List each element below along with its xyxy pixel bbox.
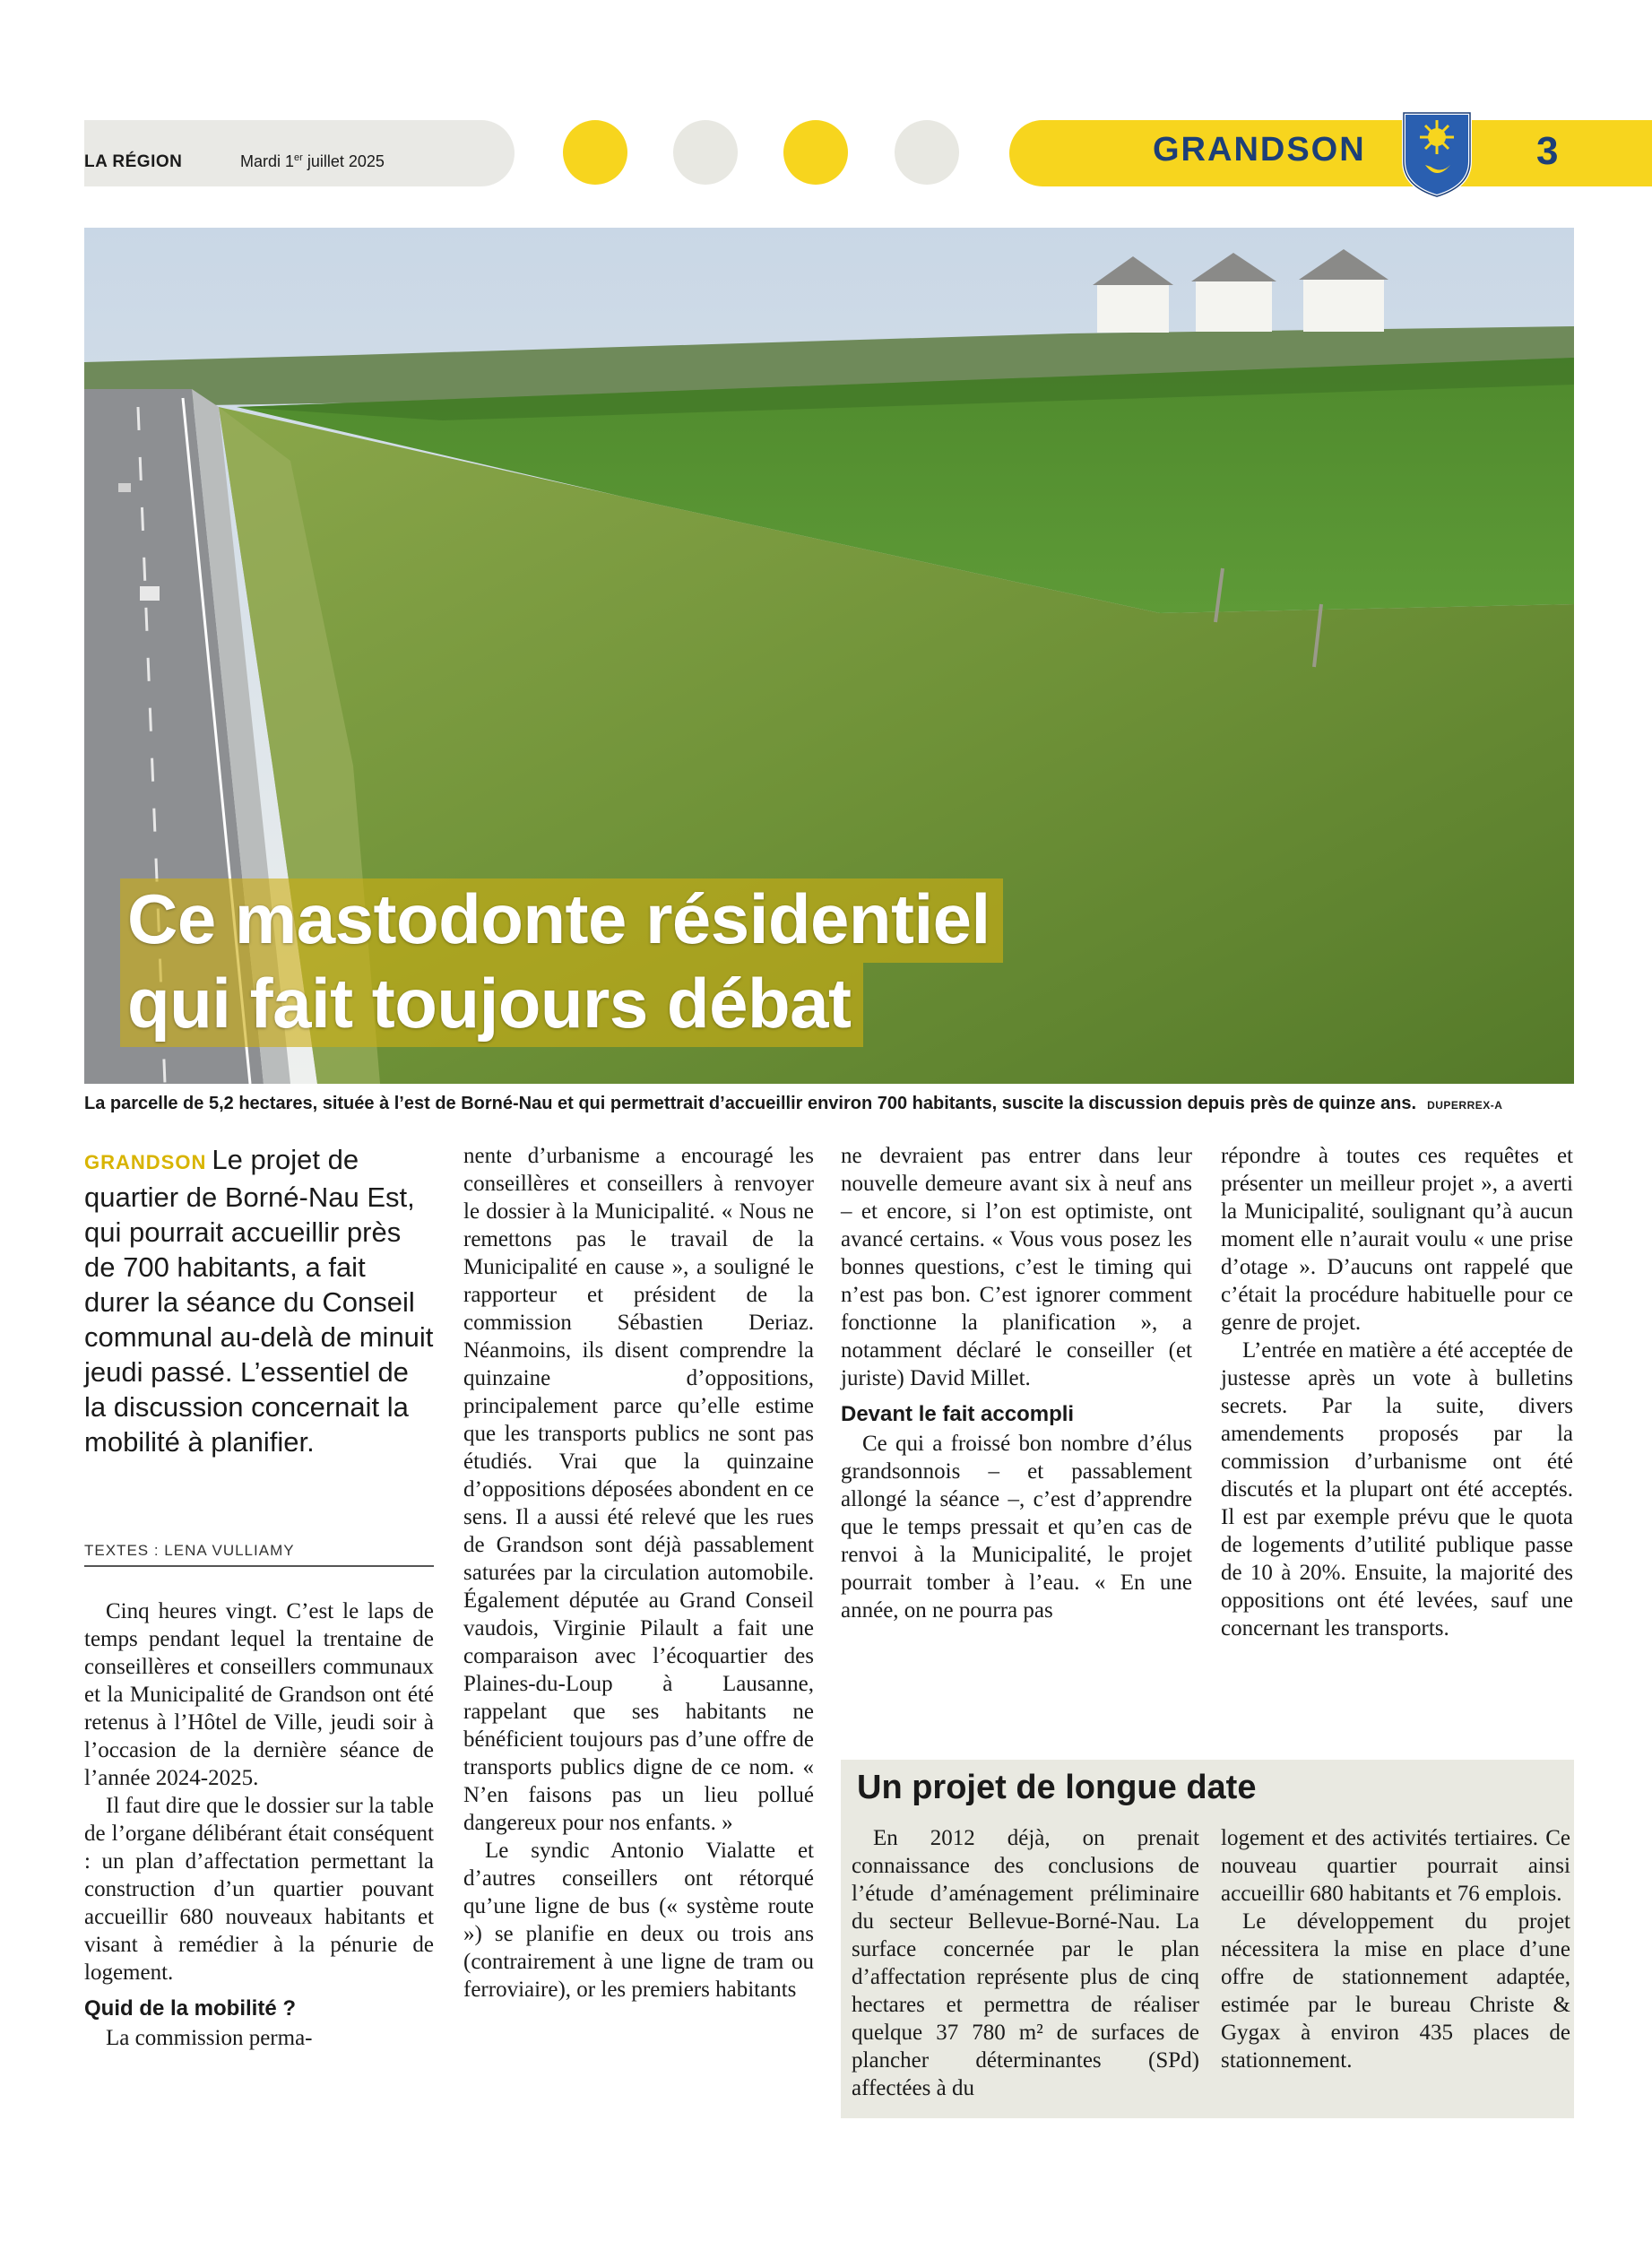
section-town: GRANDSON (1153, 131, 1366, 169)
house (1093, 249, 1388, 333)
lead-paragraph: GRANDSON Le projet de quartier de Borné-Nau Est, qui pourrait accueillir près de 700 habitants, a fait durer la séance du Conseil communal au-delà de minuit jeudi passé. L’essentiel de la discussion concernait la mobilité à planifier. (84, 1144, 434, 1458)
photo-credit: DUPERREX-A (1427, 1099, 1503, 1112)
headline-line-1: Ce mastodonte résidentiel (120, 878, 1003, 963)
header-left-band (84, 120, 515, 186)
header-dot (673, 120, 738, 185)
lead-kicker: GRANDSON (84, 1151, 207, 1173)
article-column-4 (1221, 1142, 1573, 1642)
headline (120, 878, 1003, 1047)
headline-line-2: qui fait toujours débat (120, 963, 863, 1047)
paragraph: répondre à toutes ces requêtes et présenter un meilleur projet », a averti la Municipalité, soulignant qu’à aucun moment elle n’aurait voulu « une prise d’otage ». D’aucuns ont rappelé que c’était la procédure habituelle pour ce genre de projet. (1221, 1144, 1573, 1335)
grandson-crest-icon (1400, 109, 1474, 199)
subheading: Quid de la mobilité ? (84, 1996, 297, 2021)
box-title: Un projet de longue date (857, 1769, 1257, 1806)
paragraph: logement et des activités tertiaires. Ce nouveau quartier pourrait ainsi accueillir 680 habitants et 76 emplois. (1221, 1826, 1570, 1906)
paragraph: nente d’urbanisme a encouragé les conseillères et conseillers à renvoyer le dossier à la Municipalité. « Nous ne remettons pas le travail de la Municipalité en cause », a souligné le rapporteur et président de la commission Sébastien Deriaz. Néanmoins, ils disent comprendre la quinzaine d’oppositions, principalement parce qu’elle estime que les transports publics ne sont pas étudiés. Vrai que la quinzaine d’oppositions déposées abondent en ce sens. Il a aussi été relevé que les rues de Grandson sont déjà passablement saturées par la circulation automobile. Également députée au Grand Conseil vaudois, Virginie Pilault a fait une comparaison avec l’écoquartier des Plaines-du-Loup à Lausanne, rappelant que ses habitants ne bénéficient toujours pas d’une offre de transports publics digne de ce nom. « N’en faisons pas un lieu pollué dangereux pour nos enfants. » (463, 1144, 814, 1835)
byline: TEXTES : LENA VULLIAMY (84, 1542, 434, 1567)
paragraph: Il faut dire que le dossier sur la table de l’organe délibérant était conséquent : un plan d’affectation permettant la construction d’un quartier pouvant accueillir 680 nouveaux habitants et visant à remédier à la pénurie de logement. (84, 1794, 434, 1985)
subheading: Devant le fait accompli (841, 1402, 1075, 1426)
car (118, 483, 131, 492)
paragraph: En 2012 déjà, on prenait connaissance des conclusions de l’étude d’aménagement préliminaire du secteur Bellevue-Borné-Nau. La surface concernée par le plan d’affectation représente plus de cinq hectares et permettra de réaliser quelque 37 780 m² de surfaces de plancher déterminantes (SPd) affectées à du (852, 1826, 1199, 2100)
box-column-1 (852, 1824, 1199, 2102)
header-right-band (1009, 120, 1652, 186)
paragraph: ne devraient pas entrer dans leur nouvelle demeure avant six à neuf ans – et encore, si l’on est optimiste, ont avancé certains. « Vous vous posez les bonnes questions, c’est le timing qui n’est pas bon. C’est ignorer comment fonctionne la planification », a notamment déclaré le conseiller (et juriste) David Millet. (841, 1144, 1192, 1390)
paragraph: Le développement du projet nécessitera la mise en place d’une offre de stationnement adaptée, estimée par le bureau Christe & Gygax à environ 435 places de stationnement. (1221, 1909, 1570, 2073)
article-column-3 (841, 1142, 1192, 1624)
page-number: 3 (1536, 129, 1559, 173)
paragraph: Le syndic Antonio Vialatte et d’autres conseillers ont rétorqué qu’une ligne de bus (« système route ») se planifie en deux ou trois ans (contrairement à une ligne de tram ou ferroviaire), or les premiers habitants (463, 1839, 814, 2002)
article-column-1 (84, 1597, 434, 2052)
header-dot (895, 120, 959, 185)
paragraph: L’entrée en matière a été acceptée de justesse après un vote à bulletins secrets. Par la suite, divers amendements proposés par la commission d’urbanisme ont été discutés et la plupart ont été acceptés. Il est par exemple prévu que le quota de logements d’utilité publique passe de 10 à 20%. Ensuite, la majorité des oppositions ont été levées, sauf une concernant les transports. (1221, 1338, 1573, 1640)
sidebar-box (841, 1760, 1574, 2118)
paragraph: Cinq heures vingt. C’est le laps de temps pendant lequel la trentaine de conseillères et conseillers communaux et la Municipalité de Grandson ont été retenus à l’Hôtel de Ville, jeudi soir à l’occasion de la dernière séance de l’année 2024-2025. (84, 1599, 434, 1790)
photo-caption: La parcelle de 5,2 hectares, située à l’est de Borné-Nau et qui permettrait d’accueillir environ 700 habitants, suscite la discussion depuis près de quinze ans. DUPERREX-A (84, 1094, 1503, 1113)
publication-name: LA RÉGION (84, 152, 183, 171)
paragraph: Ce qui a froissé bon nombre d’élus grandsonnois – et passablement allongé la séance –, c’est d’apprendre que le temps pressait et qu’en cas de renvoi à la Municipalité, le projet pourrait tomber à l’eau. « En une année, on ne pourra pas (841, 1432, 1192, 1623)
header-dot (563, 120, 627, 185)
car (140, 586, 160, 601)
article-column-2 (463, 1142, 814, 2004)
header-dot (783, 120, 848, 185)
paragraph: La commission perma- (106, 2026, 313, 2050)
box-column-2 (1221, 1824, 1570, 2074)
issue-date: Mardi 1er juillet 2025 (240, 152, 385, 170)
